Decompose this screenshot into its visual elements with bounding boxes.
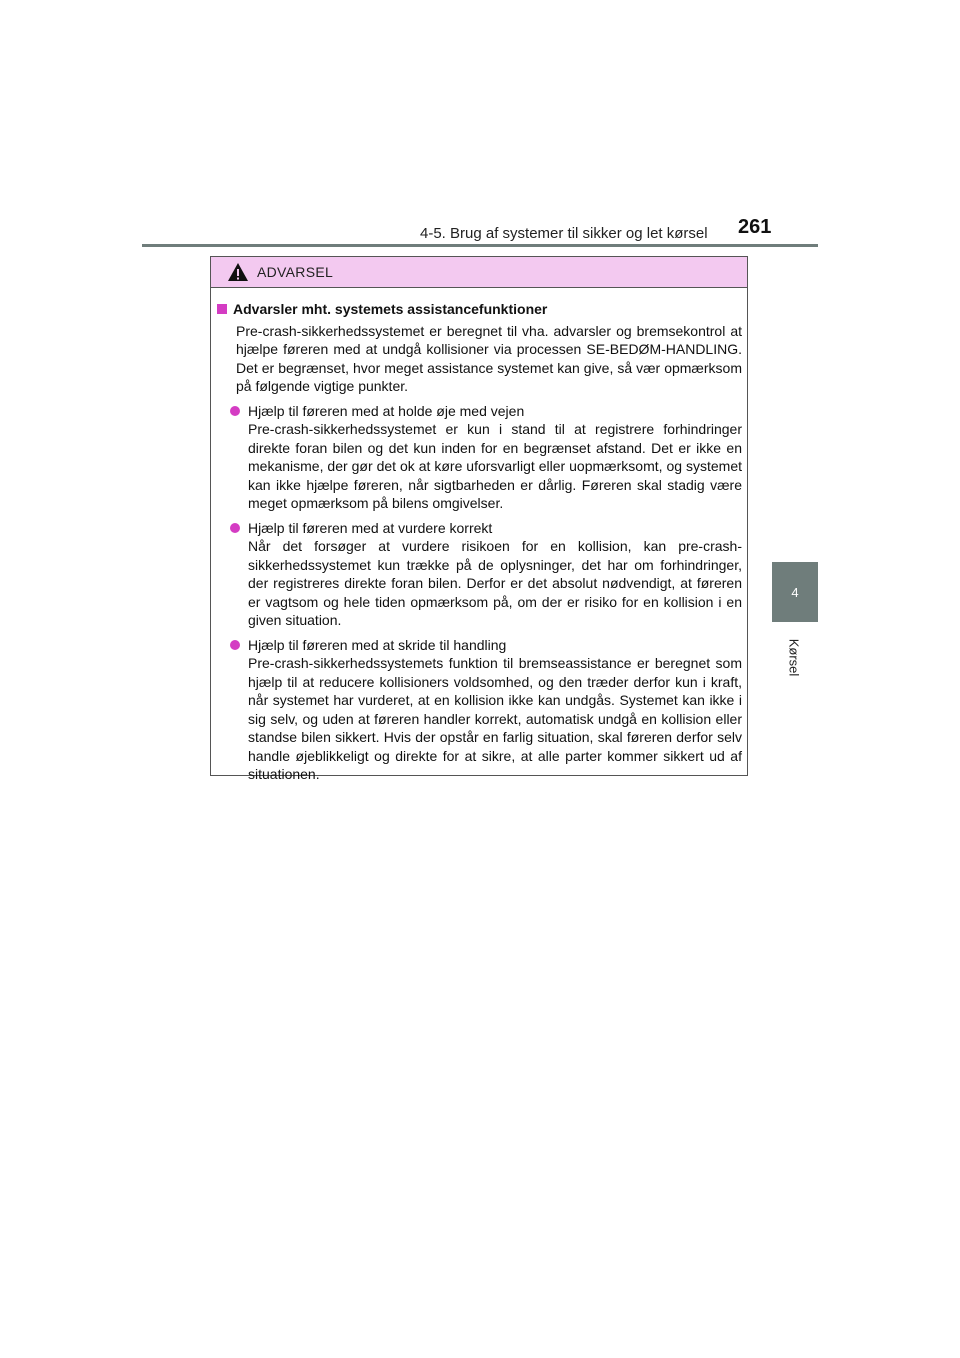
section-heading bbox=[217, 300, 742, 319]
list-item-title: Hjælp til føreren med at skride til handling bbox=[248, 636, 507, 653]
chapter-tab bbox=[772, 562, 818, 622]
page-number: 261 bbox=[738, 216, 772, 238]
round-bullet-icon bbox=[230, 523, 240, 533]
round-bullet-icon bbox=[230, 640, 240, 650]
list-item-title: Hjælp til føreren med at holde øje med vejen bbox=[248, 402, 525, 419]
warning-header bbox=[211, 257, 747, 288]
list-item bbox=[217, 519, 742, 630]
warning-body bbox=[211, 288, 747, 784]
section-heading-text: Advarsler mht. systemets assistancefunktioner bbox=[233, 301, 548, 317]
warning-label: ADVARSEL bbox=[257, 264, 334, 280]
list-item-text: Når det forsøger at vurdere risikoen for en kollision, kan pre-crash-sikkerhedssystemet kun trække på de oplysninger, det har om forhindringer, der registreres direkte foran bilen. Derfor er det absolut nødvendigt, at føreren er vagtsom og hele tiden opmærksom på, om der er risiko for en kollision i en given situation. bbox=[248, 538, 742, 628]
warning-box bbox=[210, 256, 748, 782]
section-title: 4-5. Brug af systemer til sikker og let kørsel bbox=[420, 225, 708, 242]
list-item-text: Pre-crash-sikkerhedssystemet er kun i stand til at registrere forhindringer direkte foran bilen og det kun inden for en begrænset afstand. Det er ikke en mekanisme, der gør det ok at køre uforsvarligt eller uopmærksomt, og systemet kan ikke hjælpe føreren, når sigtbarheden er dårlig. Føreren skal stadig være meget opmærksom på bilens omgivelser. bbox=[248, 421, 742, 511]
square-bullet-icon bbox=[217, 304, 227, 314]
list-item-title: Hjælp til føreren med at vurdere korrekt bbox=[248, 519, 493, 536]
round-bullet-icon bbox=[230, 406, 240, 416]
warning-triangle-icon bbox=[227, 262, 249, 282]
list-item-text: Pre-crash-sikkerhedssystemets funktion til bremseassistance er beregnet som hjælp til at reducere kollisioners voldsomhed, og den træder derfor kun i kraft, når systemet har vurderet, at en kollision ikke kan undgås. Systemet kan ikke i sig selv, og uden at føreren handler korrekt, automatisk undgå en kollision eller standse bilen sikkert. Hvis der opstår en farlig situation, skal føreren derfor selv handle øjeblikkeligt og direkte for at sikre, at alle parter kommer sikkert ud af situationen. bbox=[248, 655, 742, 782]
header-divider bbox=[142, 244, 818, 247]
chapter-number: 4 bbox=[791, 584, 799, 600]
chapter-label: Kørsel bbox=[786, 638, 802, 677]
intro-paragraph: Pre-crash-sikkerhedssystemet er beregnet til vha. advarsler og bremsekontrol at hjælpe føreren med at undgå kollisioner via processen SE-BEDØM-HANDLING. Det er begrænset, hvor meget assistance systemet kan give, så vær opmærksom på følgende vigtige punkter. bbox=[236, 322, 742, 394]
list-item bbox=[217, 636, 742, 784]
list-item bbox=[217, 402, 742, 513]
